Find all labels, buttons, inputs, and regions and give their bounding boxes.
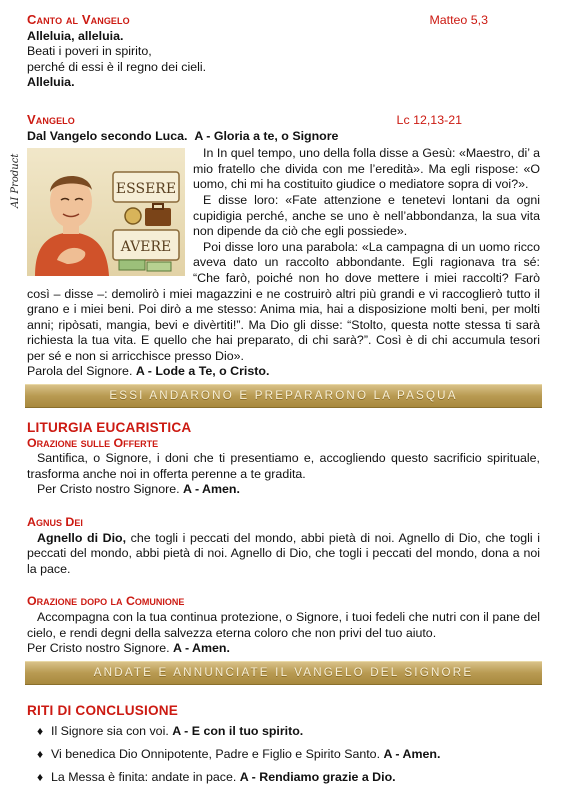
conclusion-item-line	[51, 770, 396, 786]
conclusion-item-line	[51, 724, 303, 740]
gospel-intro: Dal Vangelo secondo Luca.	[27, 128, 188, 143]
essere-sign-text: ESSERE	[115, 181, 177, 198]
gospel-closing-line	[27, 364, 540, 380]
gospel-body	[10, 146, 540, 380]
communion-title: Orazione dopo la Comunione	[27, 594, 185, 609]
gospel-closing: Parola del Signore.	[27, 364, 133, 379]
communion-close-line	[27, 641, 540, 657]
liturgy-title: LITURGIA EUCARISTICA	[27, 420, 192, 436]
conclusion-item-text: Vi benedica Dio Onnipotente, Padre e Figlio e Spirito Santo.	[51, 746, 381, 761]
banner-vangelo: ANDATE E ANNUNCIATE IL VANGELO DEL SIGNORE	[25, 661, 542, 685]
illustration-svg	[27, 148, 185, 276]
gospel-paragraph-3: Poi disse loro una parabola: «La campagna di un uomo ricco aveva dato un raccolto abbondante. Egli ragionava tra sé: “Che farò, poiché non ho dove mettere i miei raccolti? Farò così – disse –: demolirò i miei magazzini e ne costruirò altri più grandi e vi raccoglierò tutto il grano e i miei beni. Poi dirò a me stesso: Anima mia, hai a disposizione molti beni, per molti anni; ripòsati, mangia, bevi e divèrtiti!”. Ma Dio gli disse: “Stolto, questa notte stessa ti sarà richiesta la tua vita. E quello che hai preparato, di chi sarà?”. Così è di chi accumula tesori per sé e non si arricchisce presso Dio».	[27, 239, 540, 363]
alleluia-line: Alleluia, alleluia.	[27, 28, 124, 43]
communion-text: Accompagna con la tua continua protezione, o Signore, i tuoi fedeli che nutri con il pane del cielo, e rendi degni della salvezza eterna coloro che non privi del tuo aiuto.	[27, 610, 540, 640]
agnus-bold: Agnello di Dio,	[37, 530, 127, 545]
gospel-response: A - Gloria a te, o Signore	[194, 128, 339, 143]
gospel-ref: Lc 12,13-21	[396, 112, 462, 127]
gospel-paragraph-1: In In quel tempo, uno della folla disse a Gesù: «Maestro, di’ a mio fratello che divida con me l’eredità». Ma egli rispose: «O uomo, chi mi ha costituito giudice o mediatore sopra di voi?».	[193, 146, 540, 192]
page	[10, 12, 540, 792]
gospel-intro-line	[27, 129, 540, 145]
acclamation-header	[27, 12, 540, 29]
gospel-header	[27, 112, 540, 129]
conclusion-item-response: A - Amen.	[383, 746, 441, 761]
offerings-text: Santifica, o Signore, i doni che ti presentiamo e, accogliendo questo sacrificio spirituale, trasforma anche noi in offerta perenne a te gradita.	[27, 451, 540, 481]
conclusion-title: RITI DI CONCLUSIONE	[27, 702, 179, 718]
conclusion-item	[37, 770, 540, 786]
conclusion-item	[37, 724, 540, 740]
avere-sign-text: AVERE	[120, 239, 172, 256]
conclusion-item-line	[51, 747, 440, 763]
acclamation-ref: Matteo 5,3	[429, 13, 488, 27]
offerings-close-line	[27, 482, 540, 498]
offerings-amen: A - Amen.	[183, 482, 240, 497]
gospel-paragraph-2: E disse loro: «Fate attenzione e tenetevi lontani da ogni cupidigia perché, anche se uno è nell’abbondanza, la sua vita non dipende da ciò che egli possiede».	[193, 192, 540, 239]
conclusion-item-response: A - Rendiamo grazie a Dio.	[239, 769, 396, 784]
gospel-closing-response: A - Lode a Te, o Cristo.	[135, 364, 270, 379]
diamond-icon: ♦	[37, 724, 44, 739]
communion-amen: A - Amen.	[173, 641, 230, 656]
agnus-text: che togli i peccati del mondo, abbi pietà di noi. Agnello di Dio, che togli i peccati del mondo, abbi pietà di noi. Agnello di Dio, che togli i peccati del mondo, dona a noi la pace.	[27, 530, 540, 576]
conclusion-item-text: La Messa è finita: andate in pace.	[51, 769, 237, 784]
offerings-title: Orazione sulle Offerte	[27, 435, 159, 450]
diamond-icon: ♦	[37, 769, 44, 784]
acclamation-title: Canto al Vangelo	[27, 12, 130, 27]
alleluia-end: Alleluia.	[27, 75, 75, 90]
image-credit: AI Product	[10, 153, 21, 209]
banner-pasqua: ESSI ANDARONO E PREPARARONO LA PASQUA	[25, 384, 542, 408]
conclusion-item	[37, 747, 540, 763]
essere-avere-illustration	[10, 148, 185, 276]
gospel-title: Vangelo	[27, 111, 75, 127]
communion-close: Per Cristo nostro Signore.	[27, 641, 170, 656]
agnus-text-line	[27, 531, 540, 578]
diamond-icon: ♦	[37, 746, 44, 761]
agnus-title: Agnus Dei	[27, 515, 83, 530]
conclusion-item-text: Il Signore sia con voi.	[51, 724, 169, 739]
conclusion-item-response: A - E con il tuo spirito.	[172, 724, 304, 739]
offerings-close: Per Cristo nostro Signore.	[37, 482, 180, 497]
acclamation-verse-1: Beati i poveri in spirito,	[27, 44, 152, 59]
acclamation-verse-2: perché di essi è il regno dei cieli.	[27, 59, 207, 74]
